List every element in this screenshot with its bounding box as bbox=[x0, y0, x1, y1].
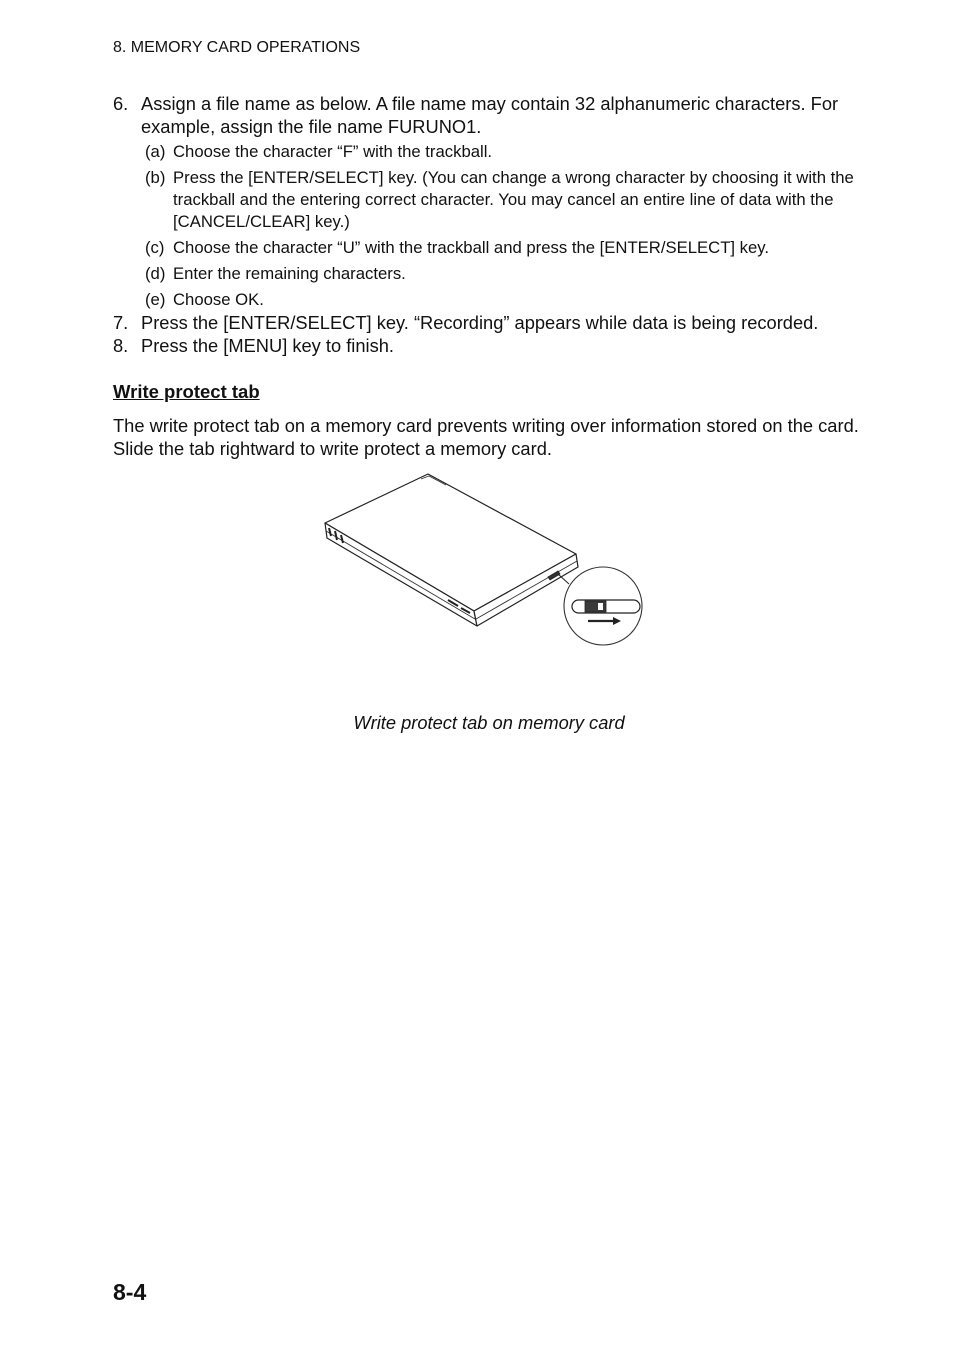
substep-d bbox=[145, 263, 893, 285]
figure-caption: Write protect tab on memory card bbox=[353, 712, 625, 733]
substep-text-line: Press the [ENTER/SELECT] key. (You can change a wrong character by choosing it with the bbox=[173, 168, 854, 187]
substep-b bbox=[145, 167, 893, 233]
step-text bbox=[141, 311, 893, 334]
substep-text-line: Choose the character “U” with the trackball and press the [ENTER/SELECT] key. bbox=[173, 238, 770, 257]
section-paragraph bbox=[113, 414, 859, 460]
procedure-steps bbox=[113, 92, 893, 357]
step-number: 7. bbox=[113, 312, 129, 333]
substep-e bbox=[145, 289, 893, 311]
step-8 bbox=[113, 334, 893, 357]
substep-text-line: Enter the remaining characters. bbox=[173, 264, 406, 283]
substep-text bbox=[173, 263, 893, 285]
paragraph-line: The write protect tab on a memory card prevents writing over information stored on the card. bbox=[113, 415, 859, 436]
paragraph-line: Slide the tab rightward to write protect a memory card. bbox=[113, 438, 552, 459]
substep-text bbox=[173, 237, 893, 259]
step-6 bbox=[113, 92, 893, 311]
substep-label: (e) bbox=[145, 290, 166, 309]
substep-label: (c) bbox=[145, 238, 165, 257]
running-header: 8. MEMORY CARD OPERATIONS bbox=[113, 39, 361, 56]
step-7 bbox=[113, 311, 893, 334]
substep-text-line: Choose OK. bbox=[173, 290, 264, 309]
substep-label: (a) bbox=[145, 142, 166, 161]
substep-text-line: [CANCEL/CLEAR] key.) bbox=[173, 212, 350, 231]
substeps-list bbox=[145, 141, 893, 311]
step-text-line: Assign a file name as below. A file name may contain 32 alphanumeric characters. For bbox=[141, 93, 839, 114]
substep-a bbox=[145, 141, 893, 163]
step-text bbox=[141, 334, 893, 357]
step-text-line: Press the [ENTER/SELECT] key. “Recording” appears while data is being recorded. bbox=[141, 312, 819, 333]
substep-text bbox=[173, 141, 893, 163]
substep-c bbox=[145, 237, 893, 259]
substep-text bbox=[173, 167, 893, 233]
step-text bbox=[141, 92, 893, 138]
substep-label: (d) bbox=[145, 264, 166, 283]
step-number: 8. bbox=[113, 335, 129, 356]
substep-text bbox=[173, 289, 893, 311]
memory-card-illustration bbox=[318, 468, 650, 653]
page-number: 8-4 bbox=[113, 1279, 147, 1305]
tab-slider-highlight bbox=[598, 603, 603, 610]
step-text-line: Press the [MENU] key to finish. bbox=[141, 335, 394, 356]
substep-text-line: Choose the character “F” with the trackball. bbox=[173, 142, 493, 161]
step-text-line: example, assign the file name FURUNO1. bbox=[141, 116, 482, 137]
substep-label: (b) bbox=[145, 168, 166, 187]
section-heading: Write protect tab bbox=[113, 381, 260, 402]
step-number: 6. bbox=[113, 93, 129, 114]
substep-text-line: trackball and the entering correct character. You may cancel an entire line of data with the bbox=[173, 190, 834, 209]
